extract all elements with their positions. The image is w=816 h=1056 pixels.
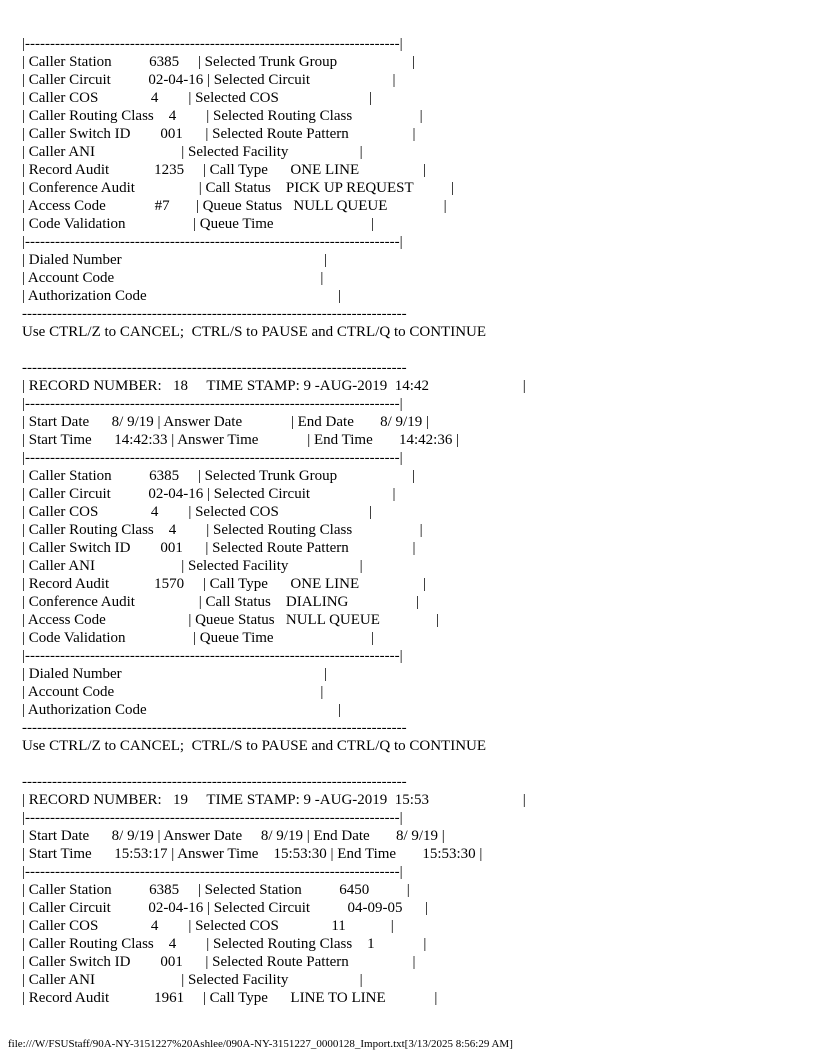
text-line: | Caller Switch ID 001 | Selected Route Pattern | <box>22 954 416 970</box>
text-line: | Record Audit 1235 | Call Type ONE LINE | <box>22 162 426 178</box>
text-line: |---------------------------------------------------------------------------| <box>22 450 403 466</box>
text-line: |---------------------------------------------------------------------------| <box>22 36 403 52</box>
text-line: ----------------------------------------------------------------------------- <box>22 774 407 790</box>
text-line: | RECORD NUMBER: 18 TIME STAMP: 9 -AUG-2019 14:42 | <box>22 378 526 394</box>
text-line: ----------------------------------------------------------------------------- <box>22 720 407 736</box>
text-line: | Access Code #7 | Queue Status NULL QUEUE | <box>22 198 447 214</box>
text-line: | Dialed Number | <box>22 666 328 682</box>
text-line: |---------------------------------------------------------------------------| <box>22 864 403 880</box>
text-line: | Caller Circuit 02-04-16 | Selected Circuit | <box>22 72 396 88</box>
text-line: | Caller Routing Class 4 | Selected Routing Class | <box>22 522 423 538</box>
text-line: |---------------------------------------------------------------------------| <box>22 810 403 826</box>
text-line: | Dialed Number | <box>22 252 328 268</box>
text-line: | Caller Station 6385 | Selected Trunk Group | <box>22 468 416 484</box>
text-line: |---------------------------------------------------------------------------| <box>22 648 403 664</box>
text-line: | Caller COS 4 | Selected COS 11 | <box>22 918 394 934</box>
text-line: | Code Validation | Queue Time | <box>22 216 375 232</box>
text-line: ----------------------------------------------------------------------------- <box>22 306 407 322</box>
text-line: | Authorization Code | <box>22 288 341 304</box>
text-line: Use CTRL/Z to CANCEL; CTRL/S to PAUSE and CTRL/Q to CONTINUE <box>22 738 487 754</box>
file-path-footer: file:///W/FSUStaff/90A-NY-3151227%20Ashlee/090A-NY-3151227_0000128_Import.txt[3/13/2025 8:56:29 AM] <box>8 1038 513 1050</box>
text-line: | Caller COS 4 | Selected COS | <box>22 90 372 106</box>
document-body <box>22 35 526 1007</box>
text-line: | Start Time 14:42:33 | Answer Time | End Time 14:42:36 | <box>22 432 460 448</box>
text-line <box>22 755 526 773</box>
text-line: | Caller ANI | Selected Facility | <box>22 558 363 574</box>
text-line: | Start Date 8/ 9/19 | Answer Date | End Date 8/ 9/19 | <box>22 414 429 430</box>
text-line: | Caller Switch ID 001 | Selected Route Pattern | <box>22 540 416 556</box>
text-line: | Caller ANI | Selected Facility | <box>22 972 363 988</box>
text-line: |---------------------------------------------------------------------------| <box>22 396 403 412</box>
text-line: | Caller Circuit 02-04-16 | Selected Circuit 04-09-05 | <box>22 900 429 916</box>
text-line: | Caller Routing Class 4 | Selected Routing Class | <box>22 108 423 124</box>
text-line <box>22 341 526 359</box>
text-line: | Account Code | <box>22 684 324 700</box>
text-line: | Record Audit 1961 | Call Type LINE TO LINE | <box>22 990 438 1006</box>
text-line: | Caller Station 6385 | Selected Station 6450 | <box>22 882 410 898</box>
text-line: | Caller ANI | Selected Facility | <box>22 144 363 160</box>
text-line: | Start Date 8/ 9/19 | Answer Date 8/ 9/19 | End Date 8/ 9/19 | <box>22 828 445 844</box>
text-line: | Start Time 15:53:17 | Answer Time 15:53:30 | End Time 15:53:30 | <box>22 846 483 862</box>
text-line: | Conference Audit | Call Status DIALING | <box>22 594 419 610</box>
text-line: Use CTRL/Z to CANCEL; CTRL/S to PAUSE and CTRL/Q to CONTINUE <box>22 324 487 340</box>
text-line: | Conference Audit | Call Status PICK UP REQUEST | <box>22 180 454 196</box>
text-line: ----------------------------------------------------------------------------- <box>22 360 407 376</box>
text-line: | Account Code | <box>22 270 324 286</box>
text-line: | Caller Switch ID 001 | Selected Route Pattern | <box>22 126 416 142</box>
text-line: | Caller Routing Class 4 | Selected Routing Class 1 | <box>22 936 427 952</box>
text-line: | Caller Station 6385 | Selected Trunk Group | <box>22 54 416 70</box>
text-line: | Authorization Code | <box>22 702 341 718</box>
text-line: | Code Validation | Queue Time | <box>22 630 375 646</box>
text-line: | Caller Circuit 02-04-16 | Selected Circuit | <box>22 486 396 502</box>
text-line: | Caller COS 4 | Selected COS | <box>22 504 372 520</box>
text-line: | Record Audit 1570 | Call Type ONE LINE | <box>22 576 426 592</box>
text-line: | Access Code | Queue Status NULL QUEUE | <box>22 612 440 628</box>
text-line: | RECORD NUMBER: 19 TIME STAMP: 9 -AUG-2019 15:53 | <box>22 792 526 808</box>
text-line: |---------------------------------------------------------------------------| <box>22 234 403 250</box>
